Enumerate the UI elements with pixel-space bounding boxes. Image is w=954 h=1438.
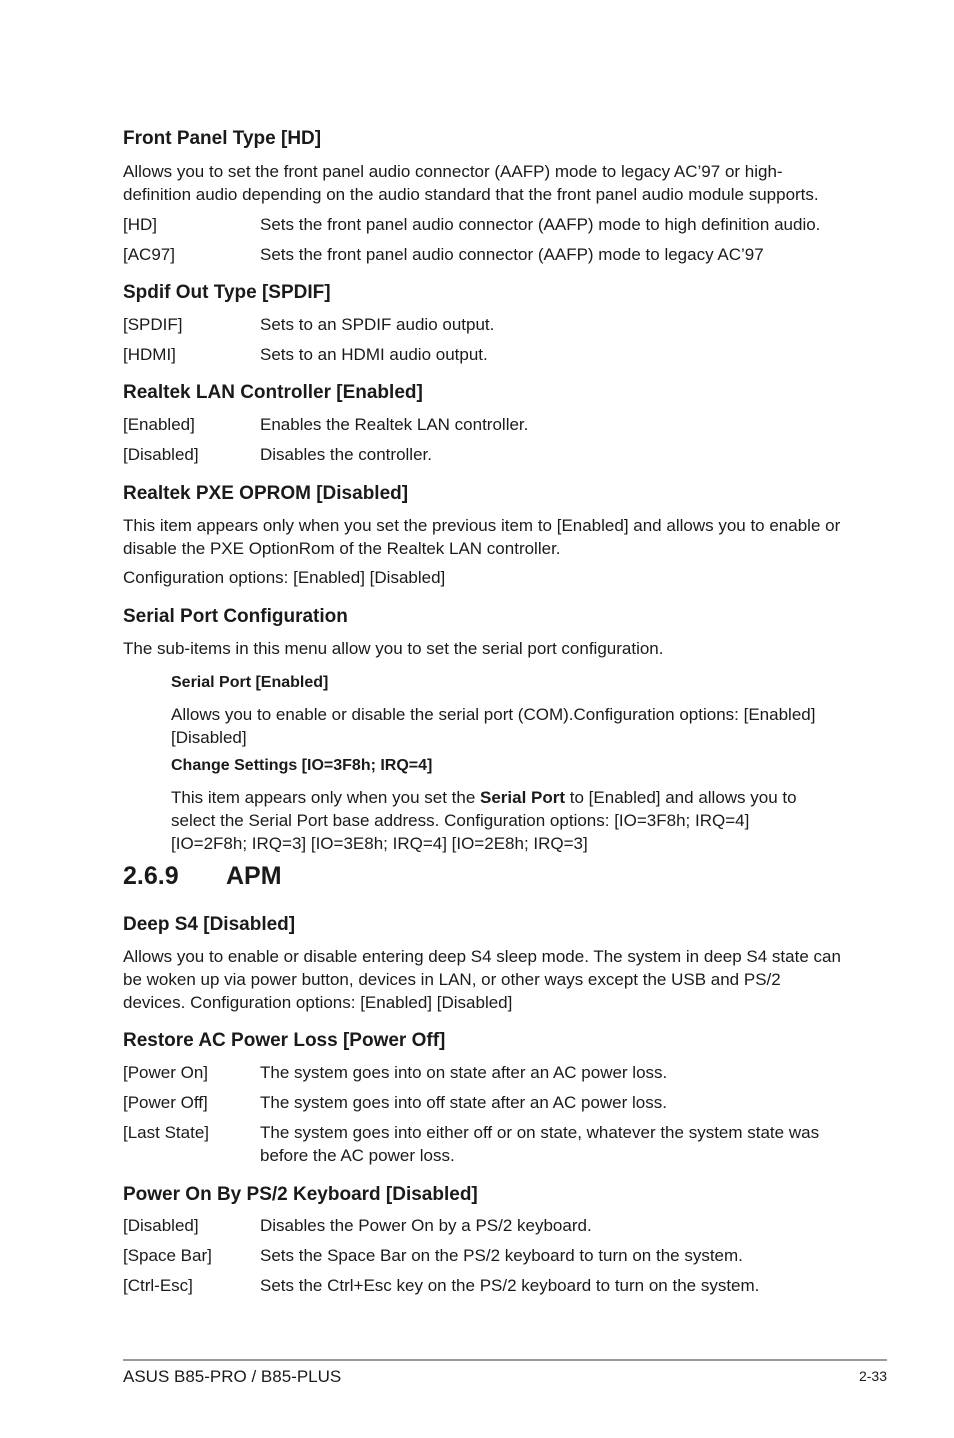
change-desc-pre: This item appears only when you set the	[171, 788, 480, 807]
section-title	[123, 862, 282, 891]
option-desc: Sets the front panel audio connector (AAFP) mode to high definition audio.	[260, 215, 821, 234]
change-settings-heading: Change Settings [IO=3F8h; IRQ=4]	[171, 757, 433, 774]
change-desc-post: to [Enabled] and allows you to select the Serial Port base address. Configuration options: [IO=3F8h; IRQ=4] [IO=2F8h; IRQ=3] [IO=3E8h; IRQ=4] [IO=2E8h; IRQ=3]	[171, 788, 797, 853]
option-desc: Sets the front panel audio connector (AAFP) mode to legacy AC’97	[260, 245, 764, 264]
option-key: [HD]	[123, 215, 157, 234]
option-key: [Power Off]	[123, 1093, 208, 1112]
option-desc: Sets the Ctrl+Esc key on the PS/2 keyboard to turn on the system.	[260, 1276, 760, 1295]
option-key: [Enabled]	[123, 415, 195, 434]
option-desc: Disables the controller.	[260, 445, 432, 464]
front-panel-desc: Allows you to set the front panel audio connector (AAFP) mode to legacy AC’97 or high-definition audio depending on the audio standard that the front panel audio module supports.	[123, 162, 819, 204]
option-key: [Power On]	[123, 1063, 209, 1082]
option-key: [AC97]	[123, 245, 175, 264]
option-key: [HDMI]	[123, 345, 176, 364]
section-name: APM	[226, 862, 282, 890]
serial-port-desc: Allows you to enable or disable the serial port (COM).Configuration options: [Enabled] [Disabled]	[171, 705, 816, 747]
lan-heading: Realtek LAN Controller [Enabled]	[123, 382, 423, 403]
deep-s4-desc: Allows you to enable or disable entering deep S4 sleep mode. The system in deep S4 state can be woken up via power button, devices in LAN, or other ways except the USB and PS/2 devices. Configuration options: [Enabled] [Disabled]	[123, 947, 841, 1012]
pxe-heading: Realtek PXE OPROM [Disabled]	[123, 483, 409, 504]
deep-s4-heading: Deep S4 [Disabled]	[123, 914, 296, 935]
footer-divider	[123, 1359, 887, 1361]
pxe-desc: This item appears only when you set the previous item to [Enabled] and allows you to enable or disable the PXE OptionRom of the Realtek LAN controller.	[123, 516, 841, 558]
option-desc: Sets to an SPDIF audio output.	[260, 315, 495, 334]
option-desc: The system goes into on state after an AC power loss.	[260, 1063, 668, 1082]
ps2-heading: Power On By PS/2 Keyboard [Disabled]	[123, 1184, 478, 1205]
option-key: [Ctrl-Esc]	[123, 1276, 193, 1295]
footer-page-number: 2-33	[858, 1368, 887, 1384]
option-key: [Last State]	[123, 1123, 209, 1142]
option-key: [Space Bar]	[123, 1246, 212, 1265]
serial-desc: The sub-items in this menu allow you to set the serial port configuration.	[123, 639, 664, 658]
option-desc: Sets the Space Bar on the PS/2 keyboard to turn on the system.	[260, 1246, 743, 1265]
spdif-heading: Spdif Out Type [SPDIF]	[123, 282, 331, 303]
serial-port-heading: Serial Port [Enabled]	[171, 674, 329, 691]
option-desc: Sets to an HDMI audio output.	[260, 345, 488, 364]
option-desc: Enables the Realtek LAN controller.	[260, 415, 529, 434]
restore-ac-heading: Restore AC Power Loss [Power Off]	[123, 1030, 446, 1051]
option-desc: The system goes into off state after an AC power loss.	[260, 1093, 667, 1112]
serial-heading: Serial Port Configuration	[123, 606, 348, 627]
front-panel-heading: Front Panel Type [HD]	[123, 128, 322, 149]
change-desc-bold: Serial Port	[480, 788, 566, 807]
option-key: [SPDIF]	[123, 315, 183, 334]
section-number: 2.6.9	[123, 862, 179, 890]
change-settings-desc	[171, 786, 821, 855]
option-key: [Disabled]	[123, 445, 199, 464]
pxe-config: Configuration options: [Enabled] [Disabled]	[123, 568, 446, 587]
option-key: [Disabled]	[123, 1216, 199, 1235]
option-desc: Disables the Power On by a PS/2 keyboard.	[260, 1216, 592, 1235]
option-desc: The system goes into either off or on state, whatever the system state was before the AC power loss.	[260, 1123, 820, 1165]
footer-model: ASUS B85-PRO / B85-PLUS	[123, 1367, 342, 1386]
